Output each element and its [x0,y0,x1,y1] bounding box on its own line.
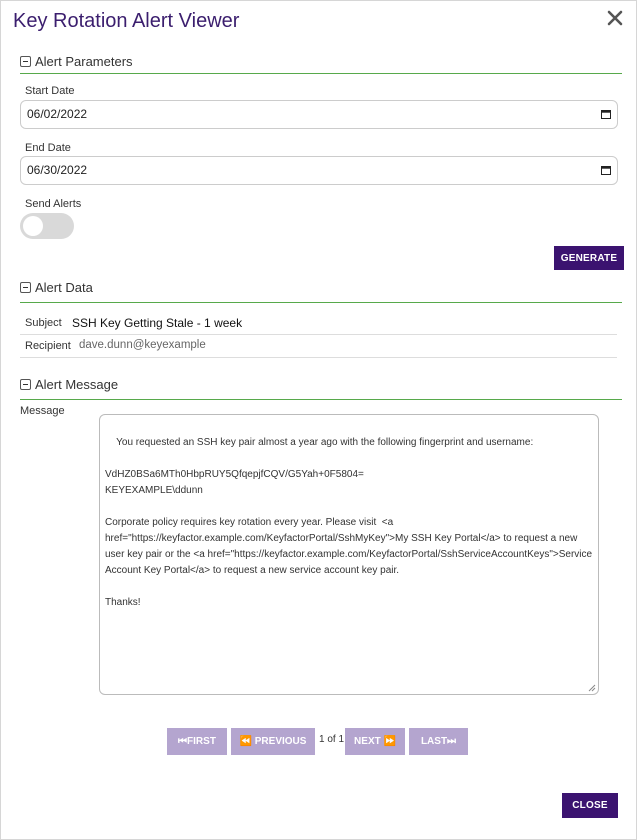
first-page-button[interactable] [167,728,227,755]
dialog-title: Key Rotation Alert Viewer [13,10,240,32]
rewind-icon: ⏪ [239,736,252,747]
next-label: NEXT [354,736,381,747]
first-label: FIRST [187,736,216,747]
recipient-label: Recipient [25,340,71,352]
collapse-minus-icon[interactable] [20,282,31,293]
start-date-label: Start Date [25,85,75,97]
fast-forward-icon: ⏩ [383,736,396,747]
alert-parameters-header[interactable] [20,54,622,74]
close-button[interactable]: CLOSE [562,793,618,818]
alert-message-title: Alert Message [35,377,119,392]
send-alerts-toggle[interactable] [20,213,74,239]
start-date-value: 06/02/2022 [27,107,88,121]
message-text: You requested an SSH key pair almost a year ago with the following fingerprint and username: VdHZ0BSa6MTh0HbpRUY5QfqepjfCQV/G5Yah+0F5804= KEYEXAMPLE\ddunn Corporate policy requires key rotation every year. Please visit <a href="https://keyfactor.example.com/KeyfactorPortal/SshMyKey">My SSH Key Portal</a> to request a new user key pair or the <a href="https://keyfactor.example.com/KeyfactorPortal/SshServiceAccountKeys">Service Account Key Portal</a> to request a new service account key pair. Thanks! [105,437,593,608]
skip-forward-icon: ⏭ [447,736,457,747]
start-date-input[interactable] [20,100,618,129]
send-alerts-label: Send Alerts [25,198,82,210]
recipient-value: dave.dunn@keyexample [79,339,206,351]
subject-value: SSH Key Getting Stale - 1 week [72,316,243,330]
page-count: 1 of 1 [319,734,345,745]
close-icon[interactable] [606,9,624,27]
next-page-button[interactable] [345,728,405,755]
pager [1,728,637,755]
message-textarea[interactable] [99,414,599,695]
calendar-icon[interactable] [601,109,611,119]
last-page-button[interactable] [409,728,468,755]
previous-page-button[interactable] [231,728,315,755]
message-label: Message [20,405,65,417]
subject-row [20,313,617,335]
skip-back-icon: ⏮ [178,736,188,747]
resize-grip-icon[interactable] [588,684,596,692]
subject-label: Subject [25,317,62,329]
toggle-knob [23,216,43,236]
end-date-label: End Date [25,142,71,154]
alert-data-header[interactable] [20,280,622,303]
end-date-value: 06/30/2022 [27,163,88,177]
generate-button[interactable]: GENERATE [554,246,624,270]
previous-label: PREVIOUS [254,736,307,747]
collapse-minus-icon[interactable] [20,379,31,390]
last-label: LAST [420,736,448,747]
alert-data-title: Alert Data [35,280,93,295]
calendar-icon[interactable] [601,165,611,175]
end-date-input[interactable] [20,156,618,185]
alert-parameters-title: Alert Parameters [35,54,133,69]
collapse-minus-icon[interactable] [20,56,31,67]
alert-message-header[interactable] [20,377,622,400]
recipient-row [20,336,617,358]
